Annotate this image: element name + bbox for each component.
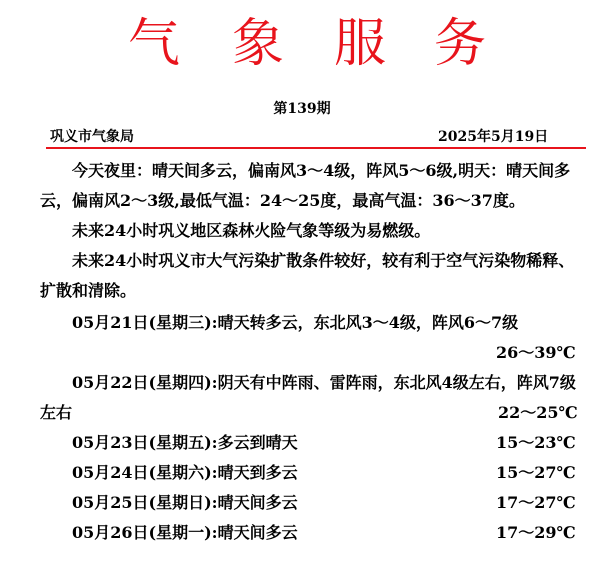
forecast-row xyxy=(40,518,588,548)
forecast-row xyxy=(40,308,588,368)
forecast-temp: 26～39℃ xyxy=(496,343,576,362)
forecast-temp: 15～27℃ xyxy=(496,463,576,482)
forecast-temp: 15～23℃ xyxy=(496,433,576,452)
air-quality-paragraph: 未来24小时巩义市大气污染扩散条件较好，较有利于空气污染物稀释、扩散和清除。 xyxy=(40,251,575,300)
title-char: 象 xyxy=(232,14,285,74)
issue-date: 2025年5月19日 xyxy=(438,129,549,145)
tonight-tomorrow-paragraph: 今天夜里：晴天间多云，偏南风3～4级，阵风5～6级,明天：晴天间多云，偏南风2～3级,最低气温：24～25度，最高气温：36～37度。 xyxy=(40,161,571,210)
forecast-temp: 17～27℃ xyxy=(496,493,576,512)
title-char: 服 xyxy=(334,14,387,74)
red-divider xyxy=(46,147,586,149)
forecast-row xyxy=(40,428,588,458)
forecast-row xyxy=(40,488,588,518)
bulletin-title xyxy=(0,8,604,80)
forecast-row xyxy=(40,458,588,488)
forecast-temp: 17～29℃ xyxy=(496,523,576,542)
issuing-department: 巩义市气象局 xyxy=(50,129,134,145)
forecast-desc: 05月26日(星期一):晴天间多云 xyxy=(72,523,298,542)
title-char: 务 xyxy=(434,14,487,74)
forecast-desc: 05月21日(星期三):晴天转多云，东北风3～4级，阵风6～7级 xyxy=(72,313,519,332)
forecast-desc: 05月22日(星期四):阴天有中阵雨、雷阵雨，东北风4级左右，阵风7级左右 xyxy=(40,373,576,422)
forecast-row xyxy=(40,368,588,428)
title-char: 气 xyxy=(128,14,181,74)
forecast-desc: 05月23日(星期五):多云到晴天 xyxy=(72,433,298,452)
fire-risk-paragraph: 未来24小时巩义地区森林火险气象等级为易燃级。 xyxy=(72,221,431,240)
issue-number: 第139期 xyxy=(273,101,331,117)
forecast-desc: 05月24日(星期六):晴天到多云 xyxy=(72,463,298,482)
forecast-desc: 05月25日(星期日):晴天间多云 xyxy=(72,493,298,512)
forecast-temp: 22～25℃ xyxy=(498,403,578,422)
